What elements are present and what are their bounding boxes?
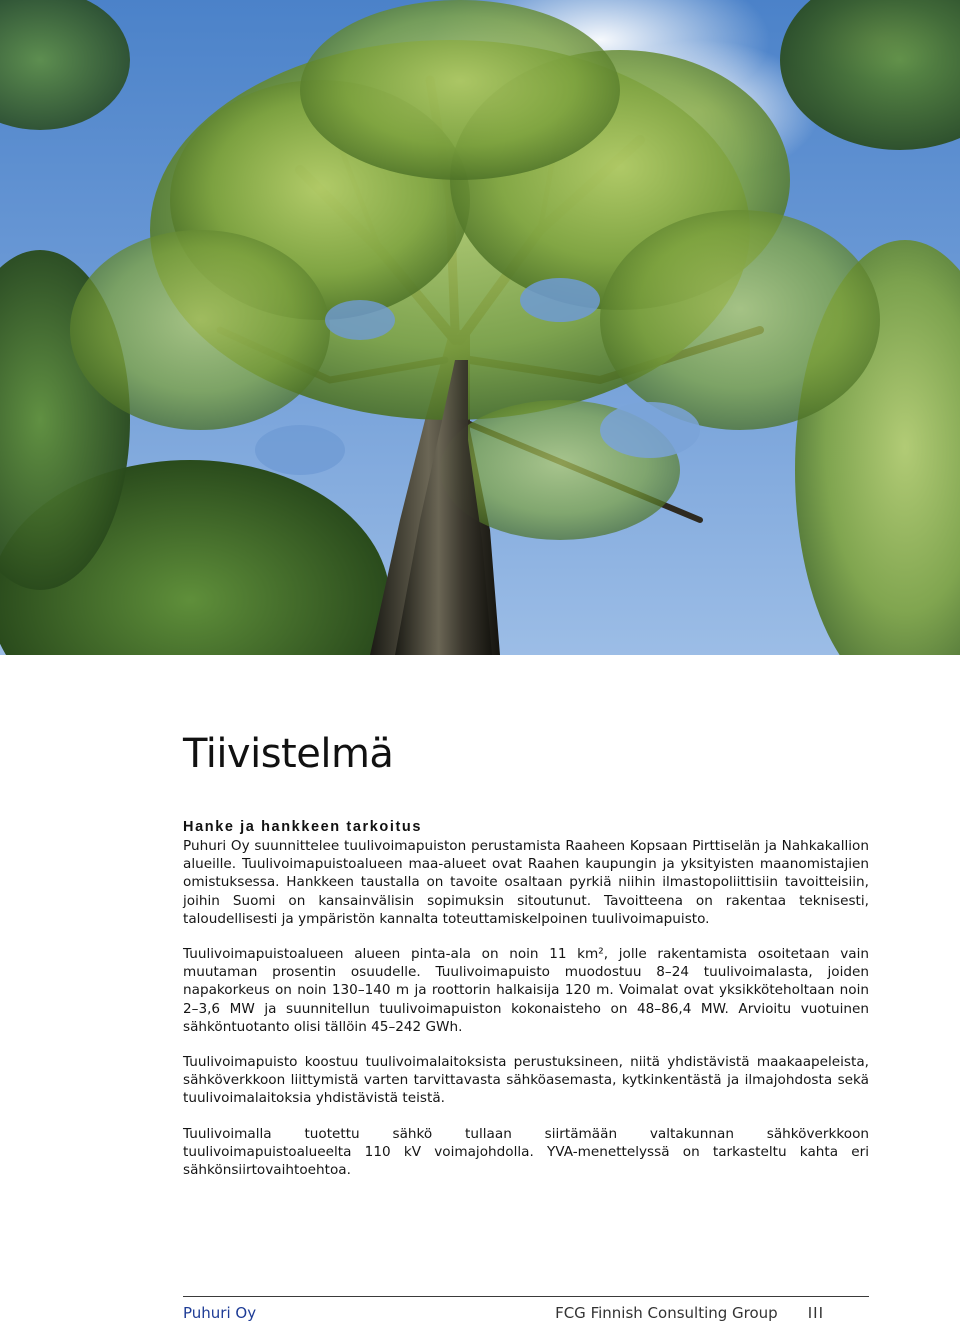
footer-client-name: Puhuri Oy bbox=[183, 1304, 257, 1322]
page-title: Tiivistelmä bbox=[183, 731, 394, 777]
paragraph-project-purpose: Puhuri Oy suunnittelee tuulivoimapuiston perustamista Raaheen Kopsaan Pirttiselän ja Nahkakallion alueille. Tuulivoimapuistoalueen maa-alueet ovat Raahen kaupungin ja yksityisten maanomistajien omistuksessa. Hankkeen taustalla on tavoite osaltaan pyrkiä niihin ilmastopoliittisiin tavoitteisiin, joihin Suomi on kansainvälisin sopimuksin sitoutunut. Tavoitteena on rakentaa teknisesti, taloudellisesti ja ympäristön kannalta toteuttamiskelpoinen tuulivoimapuisto. bbox=[183, 838, 869, 927]
paragraph-grid-connection: Tuulivoimalla tuotettu sähkö tullaan siirtämään valtakunnan sähköverkkoon tuulivoimapuistoalueelta 110 kV voimajohdolla. YVA-menettelyssä on tarkasteltu kahta eri sähkönsiirtovaihtoehtoa. bbox=[183, 1125, 869, 1179]
paragraph-area-and-capacity: Tuulivoimapuistoalueen alueen pinta-ala on noin 11 km², jolle rakentamista osoitetaan vain muutaman prosentin osuudelle. Tuulivoimapuisto muodostuu 8–24 tuulivoimalasta, joiden napakorkeus on noin 130–140 m ja roottorin halkaisija 120 m. Voimalat ovat yksikköteholtaan noin 2–3,6 MW ja suunnitellun tuulivoimapuiston kokonaisteho on 48–86,4 MW. Arvioitu vuotuinen sähköntuotanto olisi tällöin 45–242 GWh. bbox=[183, 946, 869, 1035]
section-heading: Hanke ja hankkeen tarkoitus bbox=[183, 819, 423, 835]
tree-canopy-photo-icon bbox=[0, 0, 960, 655]
paragraph-components: Tuulivoimapuisto koostuu tuulivoimalaitoksista perustuksineen, niitä yhdistävistä maakaapeleista, sähköverkkoon liittymistä varten tarvittavasta sähköasemasta, kytkinkentästä ja ilmajohdosta sekä tuulivoimalaitoksia yhdistävistä teistä. bbox=[183, 1054, 869, 1107]
footer-consultant-name: FCG Finnish Consulting Group bbox=[555, 1304, 778, 1322]
summary-section bbox=[183, 730, 869, 1196]
page-number: III bbox=[807, 1304, 824, 1322]
footer-consultant bbox=[555, 1303, 824, 1323]
footer-divider bbox=[183, 1296, 869, 1297]
hero-photo bbox=[0, 0, 960, 655]
